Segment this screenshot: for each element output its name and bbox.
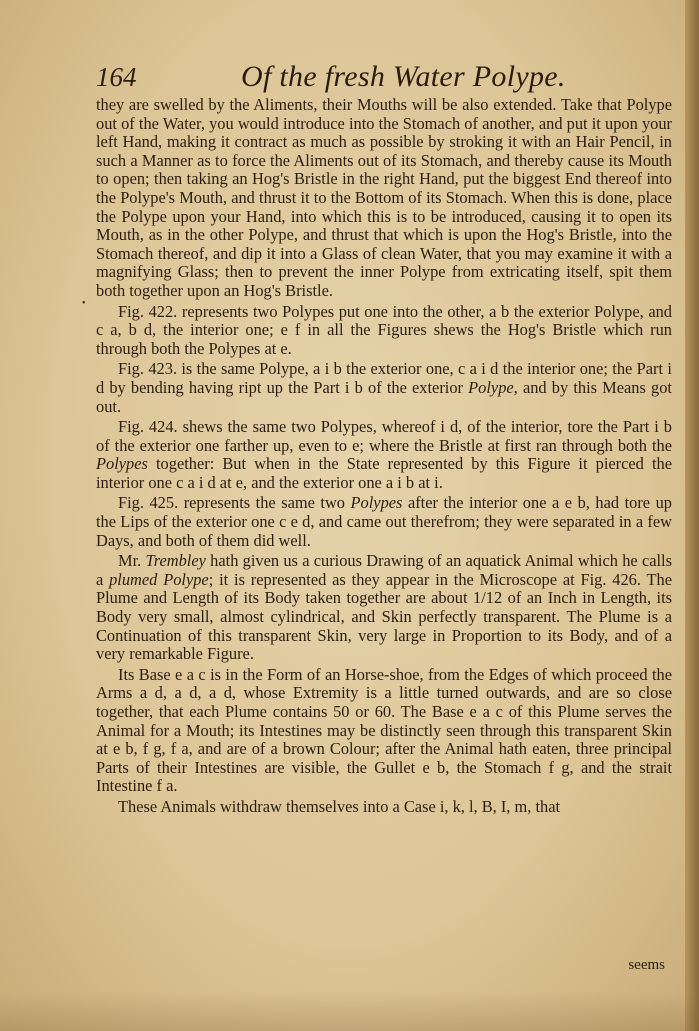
paragraph — [96, 666, 672, 796]
paragraph — [96, 96, 672, 301]
italic-text: Polypes — [350, 493, 403, 513]
page-number: 164 — [96, 62, 137, 92]
text-run: Fig. 422. represents two Polypes put one into the other, a b the exterior Polype, and c a, b d, the interior one; e f in all the Figures shews the Hog's Bristle which run through both the Polypes at e. — [96, 301, 672, 358]
page-shadow — [0, 991, 699, 1031]
italic-text: Polypes — [96, 454, 148, 474]
margin-mark: • — [82, 298, 86, 309]
running-title: Of the fresh Water Polype. — [241, 60, 566, 93]
text-run: together: But when in the State represented by this Figure it pierced the interior one c a i d at e, and the exterior one a i b at i. — [96, 454, 672, 492]
text-run: Fig. 425. represents the same two — [118, 493, 351, 513]
paragraph — [96, 798, 672, 817]
text-run: These Animals withdraw themselves into a Case i, k, l, B, I, m, that — [118, 796, 561, 816]
text-run: they are swelled by the Aliments, their Mouths will be also extended. Take that Polype out of the Water, you would introduce into the Stomach of another, and put it upon your left Hand, making it contract as much as possible by stroking it with an Hair Pencil, in such a Manner as to force the Aliments out of its Stomach, and thereby cause its Mouth to open; then taking an Hog's Bristle in the right Hand, put the biggest End thereof into the Polype's Mouth, and thrust it to the Bottom of its Stomach. When this is done, place the Polype upon your Hand, into which this is to be introduced, causing it to open its Mouth, as in the other Polype, and thrust that which is upon the Hog's Bristle, into the Stomach thereof, and dip it into a Glass of clean Water, that you may examine it with a magnifying Glass; then to prevent the inner Polype from extricating itself, spit them both together upon an Hog's Bristle. — [96, 95, 672, 300]
text-run: hath given us a curious Drawing of an aquatick Animal which he calls a — [96, 551, 672, 589]
text-run: after the interior one a e b, had tore up the Lips of the exterior one c e d, and came out therefrom; they were separated in a few Days, and both of them did well. — [96, 493, 673, 550]
text-run: Mr. — [118, 551, 146, 571]
paragraph — [96, 418, 672, 492]
paragraph — [96, 494, 672, 550]
italic-text: Polype — [468, 377, 514, 397]
italic-text: Trembley — [145, 551, 206, 571]
text-run: Fig. 423. is the same Polype, a i b the exterior one, c a i d the interior one; the Part i d by bending having ript up the Part i b of the exterior — [96, 359, 672, 397]
text-run: Its Base e a c is in the Form of an Horse-shoe, from the Edges of which proceed the Arms a d, a d, a d, whose Extremity is a little turned outwards, and are so close together, that each Plume contains 50 or 60. The Base e a c of this Plume serves the Animal for a Mouth; its Intestines may be distinctly seen through this transparent Skin at e b, f g, f a, and are of a brown Colour; after the Animal hath eaten, three principal Parts of their Intestines are visible, the Gullet e b, the Stomach f g, and the strait Intestine f a. — [96, 664, 672, 796]
page-header — [96, 60, 676, 96]
text-run: Fig. 424. shews the same two Polypes, whereof i d, of the interior, tore the Part i b of the exterior one farther up, even to e; where the Bristle at first ran through both the — [96, 417, 672, 455]
paragraph — [96, 552, 672, 664]
paragraph — [96, 360, 672, 416]
catchword: seems — [628, 957, 665, 973]
page-edge — [685, 0, 699, 1031]
italic-text: plumed Polype — [109, 569, 209, 589]
text-run: , and by this Means got out. — [96, 377, 672, 416]
paragraph — [96, 303, 672, 359]
text-run: ; it is represented as they appear in the Microscope at Fig. 426. The Plume and Length of its Body taken together are about 1/12 of an Inch in Length, its Body very small, almost cylindrical, and Skin perfectly transparent. The Plume is a Continuation of this transparent Skin, very large in Proportion to its Body, and of a very remarkable Figure. — [96, 569, 672, 664]
body-text — [96, 96, 672, 817]
